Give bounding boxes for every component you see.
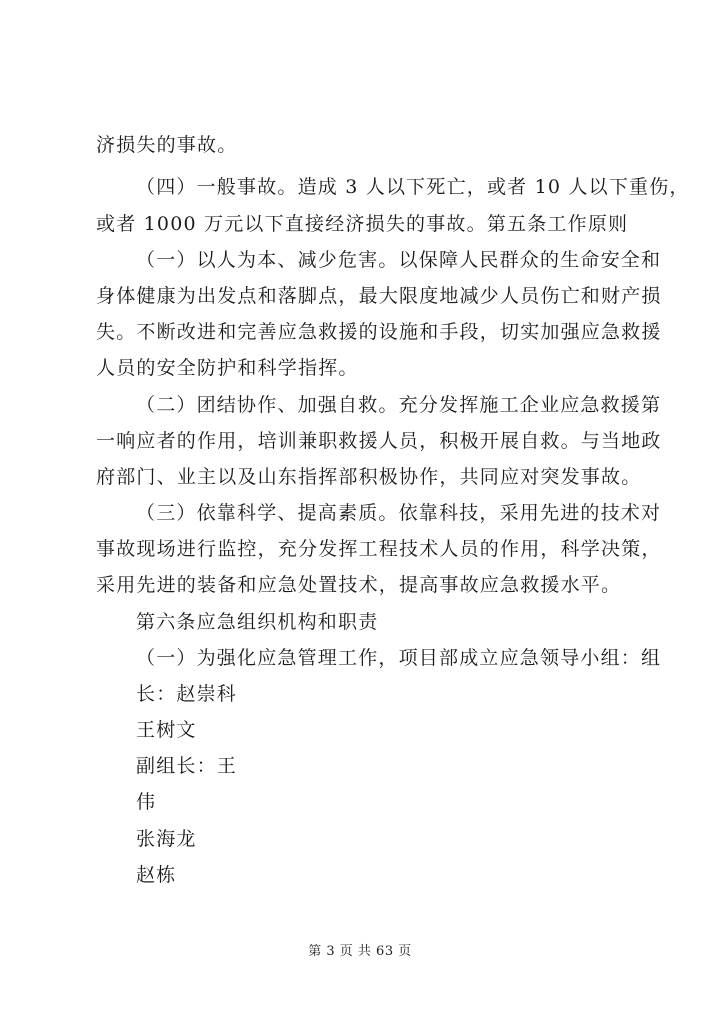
text-line: （二）团结协作、加强自救。充分发挥施工企业应急救援第	[136, 394, 662, 416]
text-line: （三）依靠科学、提高素质。依靠科技，采用先进的技术对	[136, 502, 662, 524]
section-heading: 第六条应急组织机构和职责	[136, 611, 379, 633]
page-footer: 第 3 页 共 63 页	[308, 944, 412, 959]
text-line: 失。不断改进和完善应急救援的设施和手段，切实加强应急救援	[96, 321, 662, 343]
text-line: 王树文	[136, 719, 197, 741]
text-line: 副组长：王	[136, 755, 238, 777]
text-line: （一）为强化应急管理工作，项目部成立应急领导小组：组	[136, 647, 662, 669]
text-line: 或者 1000 万元以下直接经济损失的事故。第五条工作原则	[96, 213, 629, 235]
text-line: 采用先进的装备和应急处置技术，提高事故应急救援水平。	[96, 574, 622, 596]
text-line: 一响应者的作用，培训兼职救援人员，积极开展自救。与当地政	[96, 430, 662, 452]
text-line: （四）一般事故。造成 3 人以下死亡，或者 10 人以下重伤，	[136, 176, 690, 198]
text-line: 府部门、业主以及山东指挥部积极协作，共同应对突发事故。	[96, 466, 642, 488]
text-line: 人员的安全防护和科学指挥。	[96, 357, 359, 379]
text-line: 张海龙	[136, 828, 197, 850]
text-line: 赵栋	[136, 864, 177, 886]
text-line: 伟	[136, 791, 157, 813]
text-line: 事故现场进行监控，充分发挥工程技术人员的作用，科学决策，	[96, 538, 662, 560]
text-line: 济损失的事故。	[96, 134, 238, 156]
text-line: 身体健康为出发点和落脚点，最大限度地减少人员伤亡和财产损	[96, 285, 662, 307]
text-line: 长：赵崇科	[136, 683, 238, 705]
text-line: （一）以人为本、减少危害。以保障人民群众的生命安全和	[136, 249, 662, 271]
